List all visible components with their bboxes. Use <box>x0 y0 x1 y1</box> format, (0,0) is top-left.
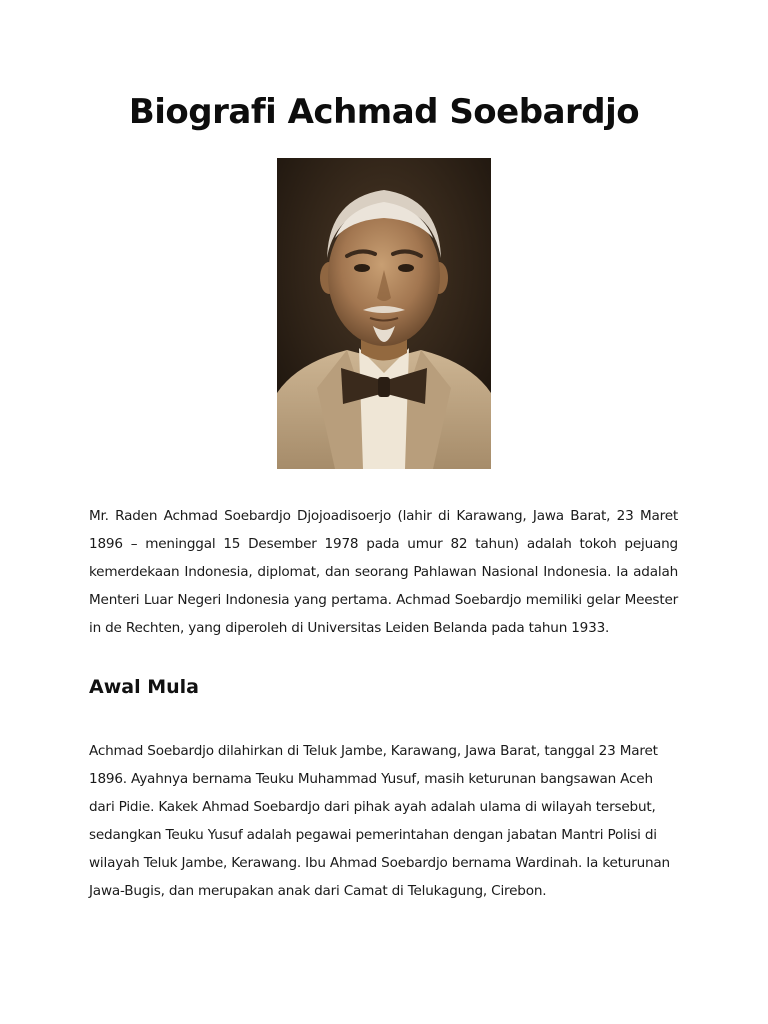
section-paragraph: Achmad Soebardjo dilahirkan di Teluk Jambe, Karawang, Jawa Barat, tanggal 23 Maret 1896. Ayahnya bernama Teuku Muhammad Yusuf, masih keturunan bangsawan Aceh dari Pidie. Kakek Ahmad Soebardjo dari pihak ayah adalah ulama di wilayah tersebut, sedangkan Teuku Yusuf adalah pegawai pemerintahan dengan jabatan Mantri Polisi di wilayah Teluk Jambe, Kerawang. Ibu Ahmad Soebardjo bernama Wardinah. Ia keturunan Jawa-Bugis, dan merupakan anak dari Camat di Telukagung, Cirebon. <box>89 743 670 899</box>
page-title: Biografi Achmad Soebardjo <box>128 92 640 132</box>
portrait-photo <box>277 158 491 469</box>
section-heading: Awal Mula <box>89 676 199 698</box>
intro-paragraph: Mr. Raden Achmad Soebardjo Djojoadisoerjo (lahir di Karawang, Jawa Barat, 23 Maret 1896 – meninggal 15 Desember 1978 pada umur 82 tahun) adalah tokoh pejuang kemerdekaan Indonesia, diplomat, dan seorang Pahlawan Nasional Indonesia. Ia adalah Menteri Luar Negeri Indonesia yang pertama. Achmad Soebardjo memiliki gelar Meester in de Rechten, yang diperoleh di Universitas Leiden Belanda pada tahun 1933. <box>89 508 678 636</box>
